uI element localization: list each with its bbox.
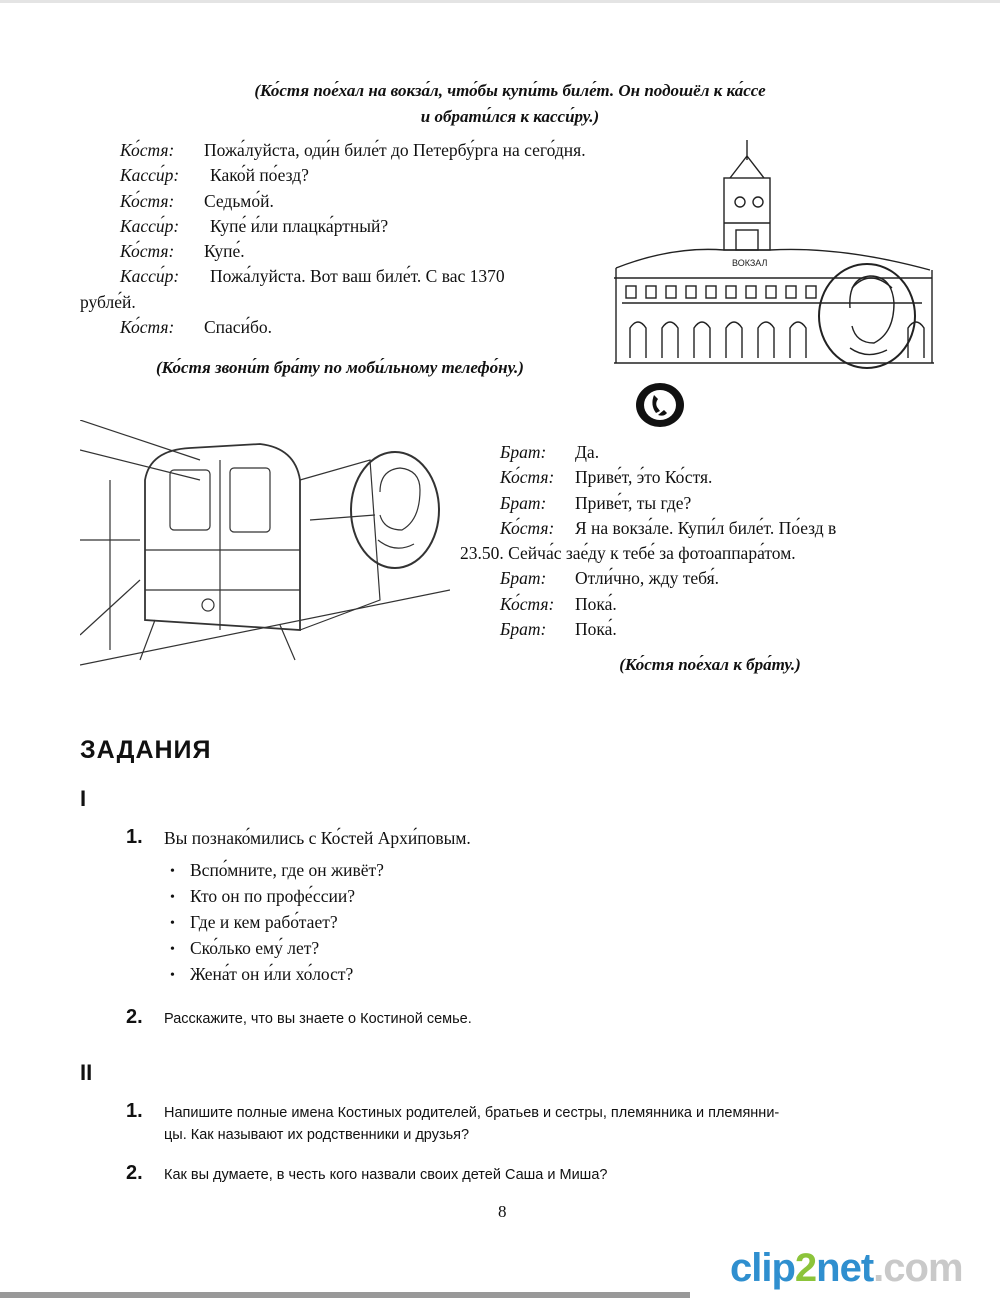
task-text: Как вы думаете, в честь кого назвали своих детей Саша и Миша? [164, 1167, 608, 1183]
speaker: Касси́р: [120, 165, 180, 186]
speaker: Ко́стя: [120, 140, 175, 160]
utterance: Како́й по́езд? [210, 165, 309, 186]
list-item: • Кто он по профе́ссии? [170, 886, 355, 906]
section-label-1: I [80, 786, 87, 811]
page-number: 8 [498, 1202, 507, 1221]
list-item: • Ско́лько ему́ лет? [170, 938, 320, 958]
watermark-part: 2 [794, 1246, 817, 1290]
speaker: Брат: [500, 568, 547, 589]
utterance: Пожа́луйста. Вот ваш биле́т. С вас 1370 [210, 266, 505, 287]
utterance: Отли́чно, жду тебя́. [575, 568, 720, 589]
station-illustration [612, 138, 937, 373]
utterance: Спаси́бо. [204, 317, 272, 338]
bottom-border [0, 1292, 690, 1298]
watermark-logo [730, 1246, 963, 1291]
speaker: Ко́стя: [120, 190, 175, 211]
stage-intro-line2: и обрати́лся к касси́ру.) [420, 107, 600, 126]
speaker: Брат: [500, 442, 547, 462]
stage-intro-line1: (Ко́стя пое́хал на вокза́л, что́бы купи́ть биле́т. Он подошёл к ка́ссе [254, 81, 766, 100]
stage-direction-intro [150, 78, 870, 130]
dialog-line [460, 440, 940, 465]
dialog-line [460, 592, 940, 617]
speaker: Касси́р: [120, 266, 180, 287]
task-text: Вы познако́мились с Ко́стей Архи́повым. [164, 828, 471, 848]
task-text: Расскажите, что вы знаете о Костиной семье. [164, 1011, 472, 1027]
task-bullet-list [170, 858, 384, 988]
dialog-line [460, 516, 940, 541]
watermark-part: net [816, 1246, 874, 1290]
speaker: Брат: [500, 619, 547, 640]
bullet-text: Ско́лько ему́ лет? [190, 938, 320, 958]
dialog-line-continuation: 23.50. Сейча́с зае́ду к тебе́ за фотоаппара́том. [460, 543, 796, 564]
speaker: Брат: [500, 492, 547, 513]
task-number: 2. [126, 1162, 143, 1184]
utterance: Купе́ и́ли плацка́ртный? [210, 215, 389, 236]
utterance: Пока́. [575, 593, 617, 614]
section-label-2: II [80, 1060, 93, 1085]
bullet-text: Жена́т он и́ли хо́лост? [190, 964, 354, 984]
bullet-text: Вспо́мните, где он живёт? [190, 860, 384, 880]
speaker: Касси́р: [120, 215, 180, 236]
dialog-brother [460, 440, 940, 642]
bullet-text: Кто он по профе́ссии? [190, 886, 355, 906]
station-sign: ВОКЗАЛ [732, 258, 768, 268]
speaker: Ко́стя: [500, 467, 555, 488]
watermark-part: .com [873, 1246, 963, 1290]
utterance: Да. [575, 442, 600, 462]
utterance: Седьмо́й. [204, 190, 274, 211]
utterance: Пожа́луйста, оди́н биле́т до Петербу́рга на сего́дня. [204, 140, 586, 160]
phone-icon [634, 381, 686, 429]
dialog-line [80, 138, 610, 163]
list-item: • Вспо́мните, где он живёт? [170, 860, 384, 880]
tasks-heading: ЗАДАНИЯ [80, 736, 212, 764]
speaker: Ко́стя: [500, 593, 555, 614]
stage-direction-call: (Ко́стя звони́т бра́ту по моби́льному телефо́ну.) [156, 358, 524, 377]
task-text-line: Напишите полные имена Костиных родителей, братьев и сестры, племянника и племянни- [164, 1105, 780, 1121]
dialog-line [80, 189, 610, 214]
dialog-line [460, 617, 940, 642]
top-border [0, 0, 1000, 3]
dialog-line [80, 163, 610, 188]
dialog-line [80, 315, 610, 340]
task-number: 1. [126, 1100, 143, 1122]
utterance: Я на вокза́ле. Купи́л биле́т. По́езд в [575, 517, 837, 538]
speaker: Ко́стя: [500, 517, 555, 538]
list-item: • Жена́т он и́ли хо́лост? [170, 964, 354, 984]
task-text-line: цы. Как называют их родственники и друзья? [164, 1127, 470, 1143]
dialog-line [80, 264, 610, 289]
dialog-line [460, 465, 940, 490]
bullet-text: Где и кем рабо́тает? [190, 912, 338, 932]
speaker: Ко́стя: [120, 241, 175, 262]
dialog-line-continuation: рубле́й. [80, 291, 136, 312]
dialog-line [80, 239, 610, 264]
metro-train-illustration [80, 420, 450, 670]
utterance: Приве́т, ты где? [575, 492, 692, 513]
task-number: 1. [126, 826, 143, 848]
utterance: Приве́т, э́то Ко́стя. [575, 467, 713, 488]
task-number: 2. [126, 1006, 143, 1028]
utterance: Купе́. [204, 241, 245, 262]
dialog-line [460, 491, 940, 516]
dialog-line [80, 214, 610, 239]
dialog-line [460, 566, 940, 591]
list-item: • Где и кем рабо́тает? [170, 912, 338, 932]
dialog-cashier [80, 138, 610, 340]
watermark-part: clip [730, 1246, 795, 1290]
stage-direction-end: (Ко́стя пое́хал к бра́ту.) [619, 655, 801, 674]
speaker: Ко́стя: [120, 317, 175, 338]
utterance: Пока́. [575, 619, 617, 640]
task-text [164, 1102, 954, 1146]
